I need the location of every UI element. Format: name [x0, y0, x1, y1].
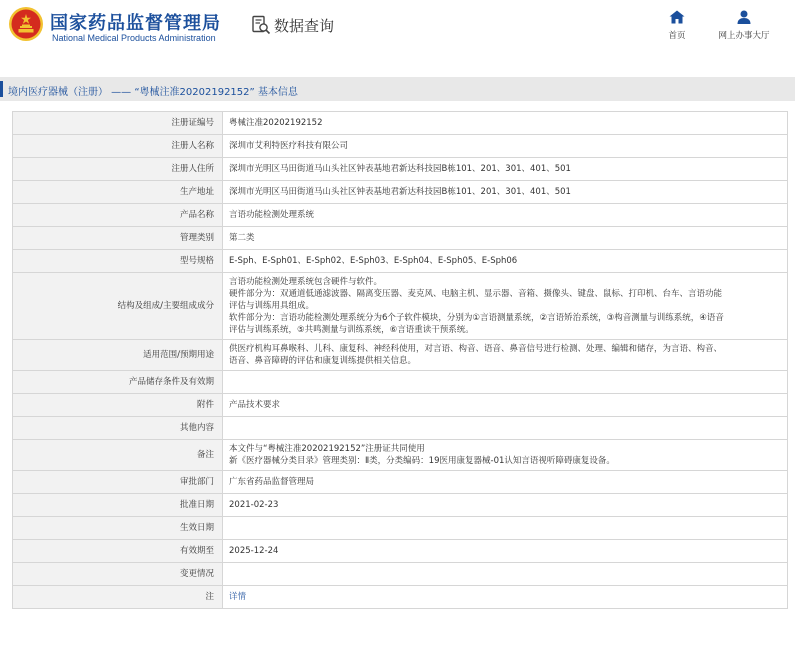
table-row	[13, 135, 788, 158]
field-value: 深圳市光明区马田街道马山头社区钟表基地君新达科技园B栋101、201、301、401、501	[223, 181, 788, 204]
table-row	[13, 204, 788, 227]
data-query-title: 数据查询	[274, 17, 335, 35]
field-label: 有效期至	[13, 540, 223, 563]
data-query-icon	[251, 15, 271, 35]
field-label: 适用范围/预期用途	[13, 340, 223, 371]
site-logo-title[interactable]: 国家药品监督管理局	[50, 13, 221, 34]
field-label: 注册证编号	[13, 112, 223, 135]
table-row	[13, 417, 788, 440]
field-value-line: 言语功能检测处理系统包含硬件与软件。	[229, 277, 383, 287]
user-icon	[736, 10, 752, 24]
field-value: 言语功能检测处理系统	[223, 204, 788, 227]
field-value-line: 软件部分为：言语功能检测处理系统分为6个子软件模块，分别为①言语测量系统，②言语矫治系统，③构音测量与训练系统，④语音	[229, 313, 724, 323]
home-icon	[669, 10, 685, 24]
field-label: 产品名称	[13, 204, 223, 227]
field-value-line: 新《医疗器械分类目录》管理类别：Ⅱ类，分类编码：19医用康复器械-01认知言语视听障碍康复设备。	[229, 456, 615, 466]
field-value-line: 硬件部分为：双通道低通滤波器、隔离变压器、麦克风、电脑主机、显示器、音箱、摄像头、键盘、鼠标、打印机、台车、言语功能	[229, 289, 723, 299]
field-label: 产品储存条件及有效期	[13, 371, 223, 394]
nav-online-service[interactable]	[712, 10, 776, 41]
field-value	[223, 517, 788, 540]
table-row	[13, 471, 788, 494]
table-row	[13, 340, 788, 371]
field-value	[223, 371, 788, 394]
table-row	[13, 440, 788, 471]
field-value-line: 语音、鼻音障碍的评估和康复训练提供相关信息。	[229, 356, 417, 366]
nav-online-service-label: 网上办事大厅	[718, 31, 770, 41]
field-label: 型号规格	[13, 250, 223, 273]
field-value: 深圳市艾利特医疗科技有限公司	[223, 135, 788, 158]
page-title-bar	[0, 77, 795, 101]
field-value-line: 供医疗机构耳鼻喉科、儿科、康复科、神经科使用，对言语、构音、语音、鼻音信号进行检测、处理、编辑和储存，为言语、构音、	[229, 344, 723, 354]
field-value: 产品技术要求	[223, 394, 788, 417]
registration-info-table	[12, 111, 788, 609]
field-label: 批准日期	[13, 494, 223, 517]
field-label: 注	[13, 586, 223, 609]
table-row	[13, 540, 788, 563]
field-label: 生效日期	[13, 517, 223, 540]
table-row	[13, 181, 788, 204]
national-emblem-icon	[8, 6, 44, 42]
nav-home[interactable]	[645, 10, 709, 41]
field-value-multiline	[223, 273, 788, 340]
field-label: 管理类别	[13, 227, 223, 250]
info-table-body	[13, 112, 788, 609]
table-row	[13, 563, 788, 586]
field-value: 2021-02-23	[223, 494, 788, 517]
page-title: 境内医疗器械（注册） —— “粤械注准20202192152” 基本信息	[8, 87, 298, 98]
field-value	[223, 563, 788, 586]
field-value-line: 评估与训练系统，⑤共鸣测量与训练系统，⑥言语重读干预系统。	[229, 325, 474, 335]
title-marker	[0, 81, 3, 97]
field-value	[223, 417, 788, 440]
table-row	[13, 371, 788, 394]
field-label: 注册人名称	[13, 135, 223, 158]
field-label: 结构及组成/主要组成成分	[13, 273, 223, 340]
table-row	[13, 273, 788, 340]
field-value: 第二类	[223, 227, 788, 250]
field-label: 备注	[13, 440, 223, 471]
table-row	[13, 227, 788, 250]
field-value: E-Sph、E-Sph01、E-Sph02、E-Sph03、E-Sph04、E-Sph05、E-Sph06	[223, 250, 788, 273]
table-row	[13, 112, 788, 135]
table-row	[13, 517, 788, 540]
field-label: 审批部门	[13, 471, 223, 494]
table-row	[13, 494, 788, 517]
table-row	[13, 394, 788, 417]
site-logo-subtitle: National Medical Products Administration	[52, 33, 216, 43]
field-value-multiline	[223, 340, 788, 371]
site-header	[0, 0, 795, 62]
field-value: 深圳市光明区马田街道马山头社区钟表基地君新达科技园B栋101、201、301、401、501	[223, 158, 788, 181]
field-value: 粤械注准20202192152	[223, 112, 788, 135]
table-row	[13, 158, 788, 181]
table-row	[13, 586, 788, 609]
field-value-line: 本文件与“粤械注准20202192152”注册证共同使用	[229, 444, 425, 454]
nav-home-label: 首页	[668, 31, 686, 41]
details-link[interactable]: 详情	[229, 592, 247, 602]
field-label: 其他内容	[13, 417, 223, 440]
field-value: 广东省药品监督管理局	[223, 471, 788, 494]
field-value-line: 评估与训练用具组成。	[229, 301, 315, 311]
table-row	[13, 250, 788, 273]
field-value: 2025-12-24	[223, 540, 788, 563]
field-value	[223, 586, 788, 609]
field-label: 附件	[13, 394, 223, 417]
field-label: 生产地址	[13, 181, 223, 204]
field-value-multiline	[223, 440, 788, 471]
field-label: 注册人住所	[13, 158, 223, 181]
field-label: 变更情况	[13, 563, 223, 586]
